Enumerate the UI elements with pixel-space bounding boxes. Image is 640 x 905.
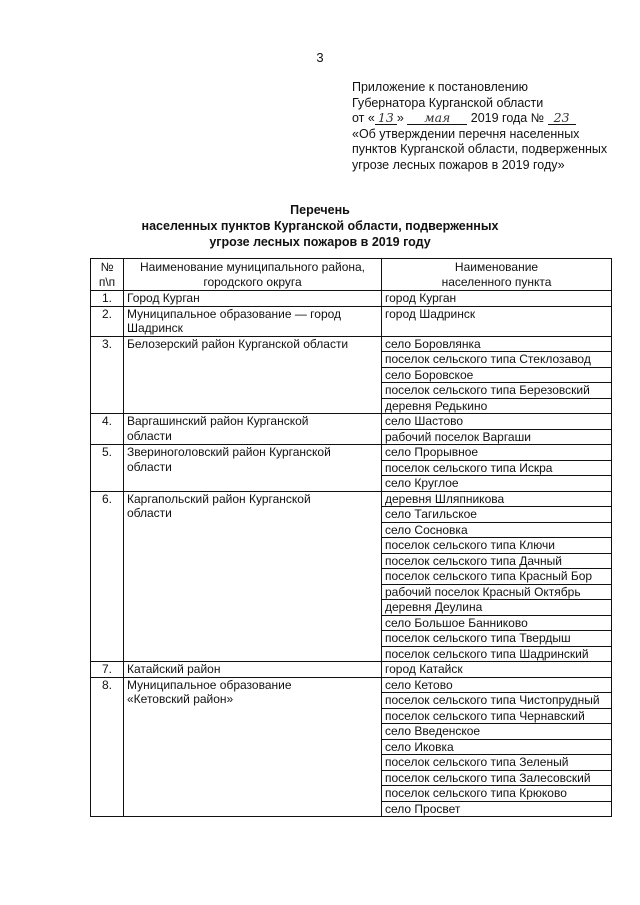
district-name-line: Муниципальное образование	[127, 677, 292, 692]
document-title	[0, 202, 640, 250]
settlement-name: поселок сельского типа Твердыш	[382, 631, 612, 647]
district-name	[124, 662, 382, 678]
settlement-name: поселок сельского типа Залесовский	[382, 770, 612, 786]
header-district-line: Наименование муниципального района,	[139, 260, 366, 274]
header-settlement-line: Наименование	[454, 260, 539, 274]
appendix-date-line	[352, 111, 622, 127]
settlement-name: село Шастово	[382, 414, 612, 430]
settlements-table	[90, 258, 612, 817]
settlement-name: поселок сельского типа Искра	[382, 460, 612, 476]
appendix-line: Приложение к постановлению	[352, 80, 528, 94]
district-name-line: Варгашинский район Курганской	[127, 414, 309, 428]
table-row	[91, 677, 612, 693]
settlement-name: поселок сельского типа Дачный	[382, 553, 612, 569]
appendix-line: угрозе лесных пожаров в 2019 году»	[352, 157, 565, 172]
settlement-name: поселок сельского типа Ключи	[382, 538, 612, 554]
settlement-name: село Боровлянка	[382, 336, 612, 352]
table-row	[91, 414, 612, 430]
table-row	[91, 306, 612, 336]
district-name	[124, 336, 382, 414]
district-name-line: Шадринск	[127, 321, 183, 335]
settlement-name: город Катайск	[382, 662, 612, 678]
settlement-name: поселок сельского типа Березовский	[382, 383, 612, 399]
district-name-line: Белозерский район Курганской области	[127, 336, 349, 351]
title-line: угрозе лесных пожаров в 2019 году	[209, 235, 431, 249]
district-name-line: области	[127, 506, 172, 520]
date-prefix: от «	[352, 111, 375, 125]
date-year: 2019 года №	[470, 111, 545, 125]
district-name	[124, 491, 382, 662]
appendix-line: «Об утверждении перечня населенных	[352, 126, 580, 141]
settlement-name: поселок сельского типа Стеклозавод	[382, 352, 612, 368]
district-name	[124, 291, 382, 307]
row-number: 4.	[91, 414, 124, 445]
table-row	[91, 445, 612, 461]
district-name	[124, 414, 382, 445]
table-row	[91, 291, 612, 307]
district-name-line: области	[127, 459, 172, 474]
header-settlement-line: населенного пункта	[441, 274, 552, 289]
header-district	[124, 259, 382, 291]
settlement-name: поселок сельского типа Красный Бор	[382, 569, 612, 585]
settlement-name: село Просвет	[382, 801, 612, 817]
settlement-name: поселок сельского типа Крюково	[382, 786, 612, 802]
row-number: 8.	[91, 677, 124, 817]
title-line: населенных пунктов Курганской области, подверженных	[141, 219, 499, 233]
row-number: 5.	[91, 445, 124, 492]
settlement-name: село Круглое	[382, 476, 612, 492]
settlement-name: село Иковка	[382, 739, 612, 755]
settlement-name: город Курган	[382, 291, 612, 307]
settlement-name: село Боровское	[382, 367, 612, 383]
title-line: Перечень	[290, 203, 350, 217]
settlement-name: деревня Редькино	[382, 398, 612, 414]
district-name	[124, 445, 382, 492]
settlement-name: деревня Шляпникова	[382, 491, 612, 507]
settlement-name: село Прорывное	[382, 445, 612, 461]
document-number: 23	[548, 111, 576, 125]
header-number-line: №	[100, 260, 114, 274]
header-settlement	[382, 259, 612, 291]
row-number: 7.	[91, 662, 124, 678]
district-name-line: Каргапольский район Курганской	[127, 491, 311, 506]
date-mid: »	[396, 111, 404, 125]
date-month: мая	[407, 111, 467, 125]
settlement-name: село Введенское	[382, 724, 612, 740]
table-header-row	[91, 259, 612, 291]
settlement-name: село Кетово	[382, 677, 612, 693]
district-name	[124, 677, 382, 817]
district-name-line: «Кетовский район»	[127, 692, 234, 706]
row-number: 6.	[91, 491, 124, 662]
settlement-name: поселок сельского типа Чернавский	[382, 708, 612, 724]
settlement-name: рабочий поселок Красный Октябрь	[382, 584, 612, 600]
settlement-name: рабочий поселок Варгаши	[382, 429, 612, 445]
table-row	[91, 662, 612, 678]
row-number: 3.	[91, 336, 124, 414]
settlement-name: поселок сельского типа Чистопрудный	[382, 693, 612, 709]
district-name-line: области	[127, 428, 172, 443]
district-name	[124, 306, 382, 336]
date-day: 13	[375, 111, 397, 125]
settlement-name: село Сосновка	[382, 522, 612, 538]
settlement-name: поселок сельского типа Зеленый	[382, 755, 612, 771]
settlement-name: село Большое Банниково	[382, 615, 612, 631]
header-number	[91, 259, 124, 291]
header-number-line: п\п	[98, 274, 116, 289]
district-name-line: Город Курган	[127, 291, 200, 305]
settlement-name: город Шадринск	[382, 306, 612, 336]
district-name-line: Муниципальное образование — город	[127, 306, 342, 321]
district-name-line: Звериноголовский район Курганской	[127, 445, 331, 459]
page-number: 3	[316, 50, 324, 65]
appendix-block	[352, 80, 622, 173]
table-row	[91, 336, 612, 352]
settlement-name: поселок сельского типа Шадринский	[382, 646, 612, 662]
settlement-name: село Тагильское	[382, 507, 612, 523]
header-district-line: городского округа	[203, 274, 302, 289]
row-number: 1.	[91, 291, 124, 307]
district-name-line: Катайский район	[127, 662, 221, 676]
appendix-line: пунктов Курганской области, подверженных	[352, 142, 608, 156]
table-row	[91, 491, 612, 507]
appendix-line: Губернатора Курганской области	[352, 95, 544, 110]
row-number: 2.	[91, 306, 124, 336]
settlement-name: деревня Деулина	[382, 600, 612, 616]
